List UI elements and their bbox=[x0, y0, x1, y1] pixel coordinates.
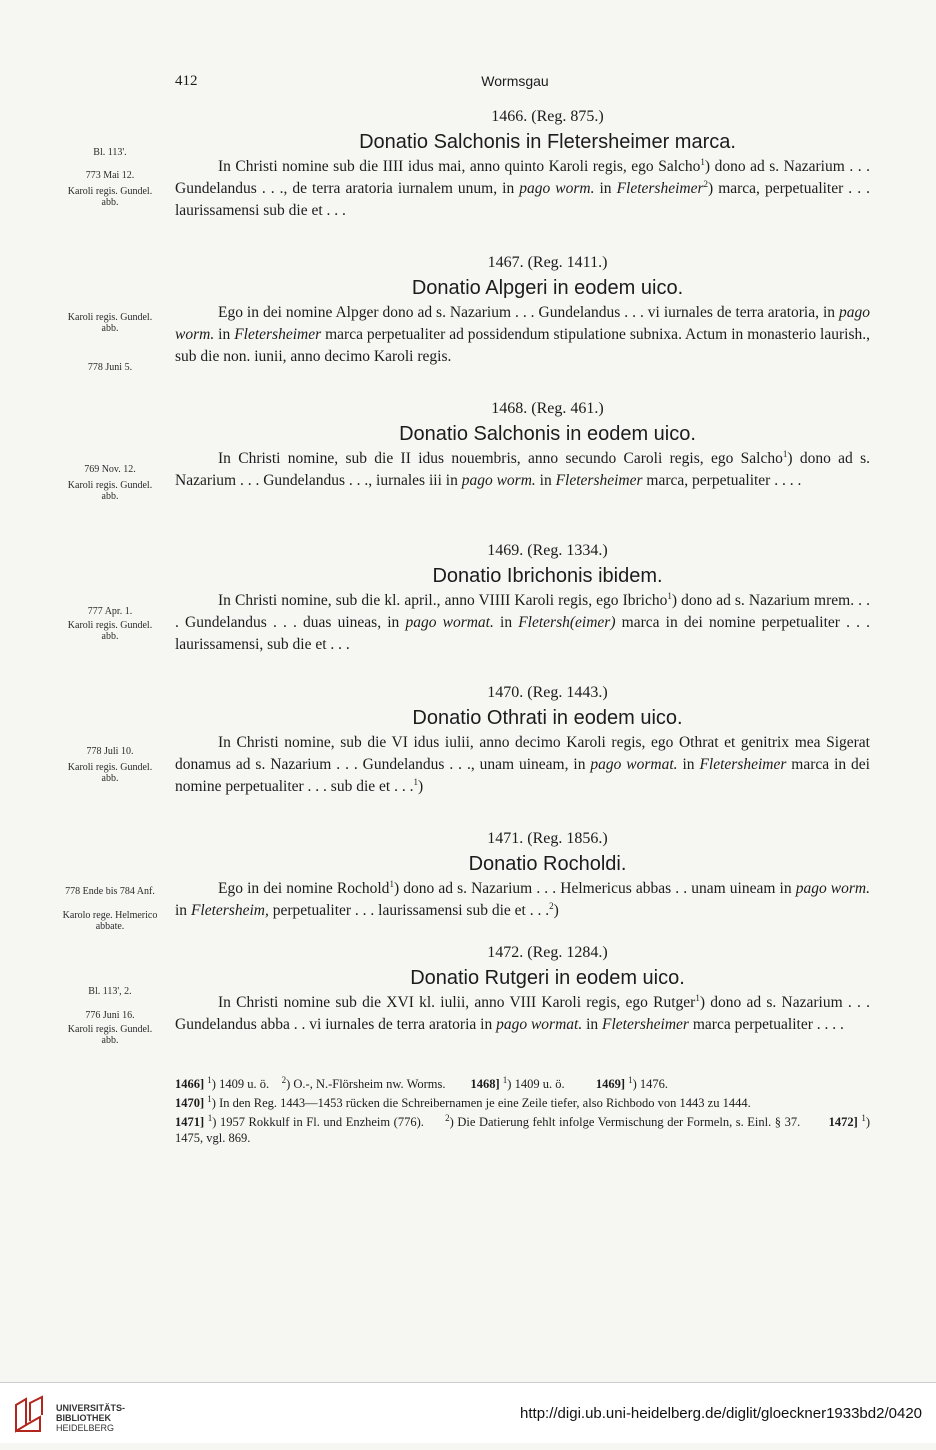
charter-title: Donatio Salchonis in Fletersheimer marca. bbox=[359, 131, 736, 153]
charter-title: Donatio Othrati in eodem uico. bbox=[412, 707, 683, 729]
charter-entry bbox=[175, 106, 870, 222]
library-name: UNIVERSITÄTS- BIBLIOTHEK HEIDELBERG bbox=[56, 1403, 126, 1433]
charter-text: Ego in dei nomine Rochold$^1$) dono ad s. Nazarium . . . Helmericus abbas . . unam uineam in pago worm. in Fletersheim, perpetualiter . . . laurissamensi sub die et . . .$^2$) bbox=[175, 878, 870, 919]
regest-number: 1466. (Reg. 875.) bbox=[491, 108, 604, 125]
charter-entry bbox=[175, 252, 870, 368]
regest-number: 1472. (Reg. 1284.) bbox=[487, 944, 608, 961]
regest-number: 1470. (Reg. 1443.) bbox=[487, 684, 608, 701]
source-url-link[interactable]: http://digi.ub.uni-heidelberg.de/diglit/gloeckner1933bd2/0420 bbox=[520, 1405, 922, 1422]
regest-number: 1469. (Reg. 1334.) bbox=[487, 542, 608, 559]
margin-note: Bl. 113'. bbox=[93, 147, 127, 158]
charter-entry bbox=[175, 682, 870, 798]
charter-title: Donatio Ibrichonis ibidem. bbox=[432, 565, 663, 587]
charter-text: In Christi nomine, sub die II idus nouembris, anno secundo Caroli regis, ego Salcho$^1$) dono ad s. Nazarium . . . Gundelandus . . ., iurnales iii in pago worm. in Fletersheimer marca, perpetualiter . . . . bbox=[175, 448, 871, 489]
margin-note: 778 Juli 10. bbox=[86, 746, 134, 757]
library-logo-icon bbox=[10, 1395, 52, 1437]
margin-note: 778 Ende bis 784 Anf. bbox=[65, 886, 155, 897]
charter-text: In Christi nomine sub die XVI kl. iulii, anno VIII Karoli regis, ego Rutger$^1$) dono ad s. Nazarium . . . Gundelandus abba . . vi iurnales de terra aratoria in pago wormat. in Fletersheimer marca perpetualiter . . . . bbox=[175, 992, 870, 1033]
regest-number: 1471. (Reg. 1856.) bbox=[487, 830, 608, 847]
margin-note: 773 Mai 12. bbox=[85, 170, 135, 181]
charter-title: Donatio Rutgeri in eodem uico. bbox=[410, 967, 685, 989]
charter-entry bbox=[175, 398, 870, 492]
margin-note: 769 Nov. 12. bbox=[84, 464, 136, 475]
footnotes bbox=[175, 1076, 870, 1149]
margin-note: Karoli regis. Gundel. abb. bbox=[67, 480, 153, 502]
margin-note: Karoli regis. Gundel. abb. bbox=[67, 186, 153, 208]
margin-note: Karoli regis. Gundel. abb. bbox=[67, 1024, 153, 1046]
charter-entry bbox=[175, 540, 870, 656]
charter-text: In Christi nomine, sub die VI idus iulii, anno decimo Karoli regis, ego Othrat et genitrix mea Sigerat donamus ad s. Nazarium . . . Gundelandus . . ., unam uineam, in pago wormat. in Fletersheimer marca in dei nomine perpetualiter . . . sub die et . . .$^1$) bbox=[175, 734, 870, 795]
footnote-line: 1470] $^1$) In den Reg. 1443—1453 rücken die Schreibernamen je eine Zeile tiefer, also Richbodo von 1443 zu 1444. bbox=[175, 1093, 751, 1110]
charter-entry bbox=[175, 828, 870, 922]
charter-text: In Christi nomine sub die IIII idus mai, anno quinto Karoli regis, ego Salcho$^1$) dono ad s. Nazarium . . . Gundelandus . . ., de terra aratoria iurnalem unum, in pago worm. in Fletersheimer$^2$) marca, perpetualiter . . . laurissamensi sub die et . . . bbox=[175, 156, 870, 219]
margin-note: 776 Juni 16. bbox=[85, 1010, 135, 1021]
charter-entry bbox=[175, 942, 870, 1036]
charter-text: In Christi nomine, sub die kl. april., anno VIIII Karoli regis, ego Ibricho$^1$) dono ad s. Nazarium mrem. . . . Gundelandus . . . duas uineas, in pago wormat. in Fletersh(eimer) marca in dei nomine perpetualiter . . . laurissamensi, sub die et . . . bbox=[175, 590, 870, 653]
running-header bbox=[0, 73, 936, 95]
margin-note: 777 Apr. 1. bbox=[87, 606, 133, 617]
running-title: Wormsgau bbox=[481, 73, 549, 89]
digitization-footer bbox=[0, 1382, 936, 1443]
margin-note: Bl. 113', 2. bbox=[88, 986, 132, 997]
margin-note: Karolo rege. Helmerico abbate. bbox=[62, 910, 158, 932]
margin-note: Karoli regis. Gundel. abb. bbox=[67, 762, 153, 784]
page-number: 412 bbox=[175, 73, 198, 89]
charter-text: Ego in dei nomine Alpger dono ad s. Nazarium . . . Gundelandus . . . vi iurnales de terra aratoria, in pago worm. in Fletersheimer marca perpetualiter ad possidendum stipulatione subnixa. Actum in monasterio laurish., sub die non. iunii, anno decimo Karoli regis. bbox=[175, 304, 870, 365]
charter-title: Donatio Rocholdi. bbox=[468, 853, 627, 875]
footnote-line: 1466] $^1$) 1409 u. ö. $^2$) O.-, N.-Flörsheim nw. Worms. 1468] $^1$) 1409 u. ö. 1469] $^1$) 1476. bbox=[175, 1074, 669, 1091]
regest-number: 1468. (Reg. 461.) bbox=[491, 400, 604, 417]
charter-title: Donatio Salchonis in eodem uico. bbox=[399, 423, 696, 445]
margin-note: 778 Juni 5. bbox=[87, 362, 133, 373]
charter-title: Donatio Alpgeri in eodem uico. bbox=[411, 277, 684, 299]
margin-note: Karoli regis. Gundel. abb. bbox=[67, 620, 153, 642]
regest-number: 1467. (Reg. 1411.) bbox=[487, 254, 608, 271]
footnote-line: 1471] $^1$) 1957 Rokkulf in Fl. und Enzheim (776). $^2$) Die Datierung fehlt infolge Vermischung der Formeln, s. Einl. § 37. 1472] $^1$) 1475, vgl. 869. bbox=[175, 1112, 871, 1145]
margin-note: Karoli regis. Gundel. abb. bbox=[67, 312, 153, 334]
